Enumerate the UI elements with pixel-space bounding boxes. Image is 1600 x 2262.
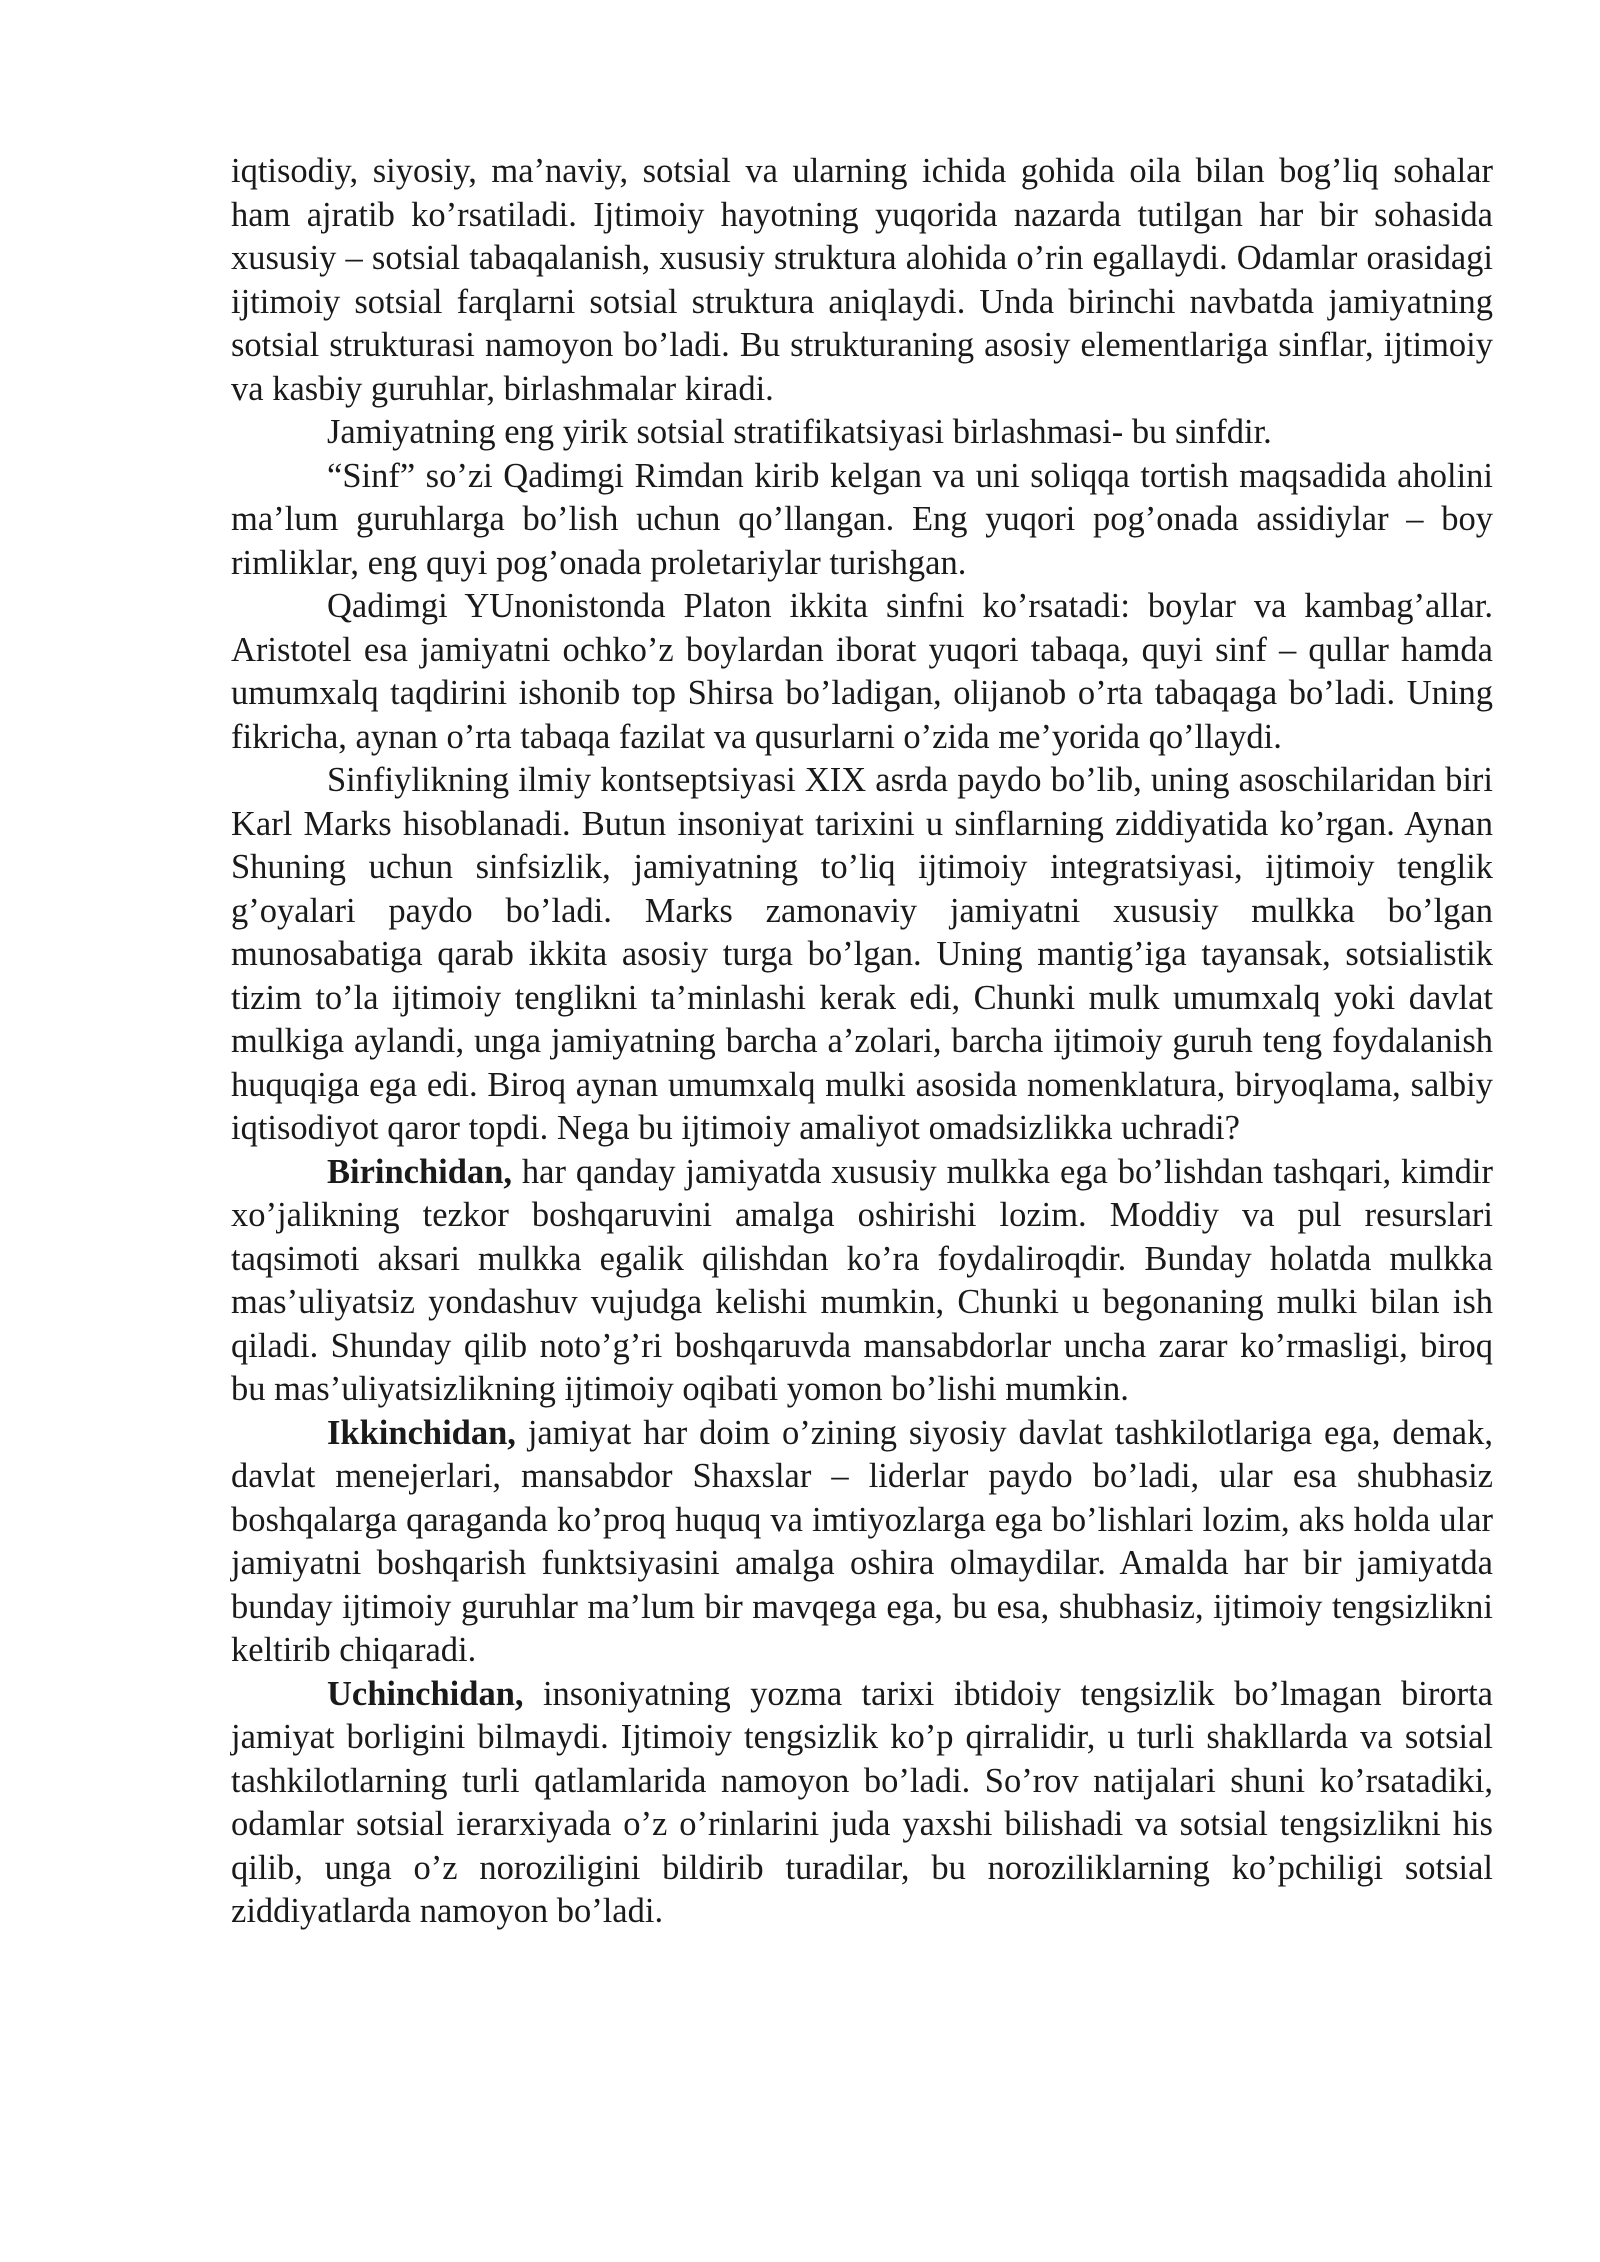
document-page [231, 150, 1493, 1934]
paragraph-second-reason [231, 1412, 1493, 1673]
paragraph-marx-concept: Sinfiylikning ilmiy kontseptsiyasi XIX asrda paydo bo’lib, uning asoschilaridan biri Karl Marks hisoblanadi. Butun insoniyat tarixini u sinflarning ziddiyatida ko’rgan. Aynan Shuning uchun sinfsizlik, jamiyatning to’liq ijtimoiy integratsiyasi, ijtimoiy tenglik g’oyalari paydo bo’ladi. Marks zamonaviy jamiyatni xususiy mulkka bo’lgan munosabatiga qarab ikkita asosiy turga bo’lgan. Uning mantig’iga tayansak, sotsialistik tizim to’la ijtimoiy tenglikni ta’minlashi kerak edi, Chunki mulk umumxalq yoki davlat mulkiga aylandi, unga jamiyatning barcha a’zolari, barcha ijtimoiy guruh teng foydalanish huquqiga ega edi. Biroq aynan umumxalq mulki asosida nomenklatura, biryoqlama, salbiy iqtisodiyot qaror topdi. Nega bu ijtimoiy amaliyot omadsizlikka uchradi? [231, 761, 1493, 1147]
paragraph-ancient-greece: Qadimgi YUnonistonda Platon ikkita sinfni ko’rsatadi: boylar va kambag’allar. Aristotel esa jamiyatni ochko’z boylardan iborat yuqori tabaqa, quyi sinf – qullar hamda umumxalq taqdirini ishonib top Shirsa bo’ladigan, olijanob o’rta tabaqaga bo’ladi. Uning fikricha, aynan o’rta tabaqa fazilat va qusurlarni o’zida me’yorida qo’llaydi. [231, 587, 1493, 756]
paragraph-lead-first: Birinchidan, [327, 1152, 513, 1191]
paragraph-third-reason [231, 1673, 1493, 1934]
paragraph-lead-second: Ikkinchidan, [327, 1413, 516, 1452]
paragraph-lead-third: Uchinchidan, [327, 1674, 524, 1713]
paragraph-sinf-origin: “Sinf” so’zi Qadimgi Rimdan kirib kelgan va uni soliqqa tortish maqsadida aholini ma’lum guruhlarga bo’lish uchun qo’llangan. Eng yuqori pog’onada assidiylar – boy rimliklar, eng quyi pog’onada proletariylar turishgan. [231, 456, 1493, 582]
paragraph-first-reason [231, 1151, 1493, 1412]
paragraph-class-definition: Jamiyatning eng yirik sotsial stratifikatsiyasi birlashmasi- bu sinfdir. [327, 413, 1272, 451]
paragraph-body-second: jamiyat har doim o’zining siyosiy davlat tashkilotlariga ega, demak, davlat menejerlari, mansabdor Shaxslar – liderlar paydo bo’ladi, ular esa shubhasiz boshqalarga qaraganda ko’proq huquq va imtiyozlarga ega bo’lishlari lozim, aks holda ular jamiyatni boshqarish funktsiyasini amalga oshira olmaydilar. Amalda har bir jamiyatda bunday ijtimoiy guruhlar ma’lum bir mavqega ega, bu esa, shubhasiz, ijtimoiy tengsizlikni keltirib chiqaradi. [231, 1413, 1493, 1669]
paragraph-intro: iqtisodiy, siyosiy, ma’naviy, sotsial va ularning ichida gohida oila bilan bog’liq sohalar ham ajratib ko’rsatiladi. Ijtimoiy hayotning yuqorida nazarda tutilgan har bir sohasida xususiy – sotsial tabaqalanish, xususiy struktura alohida o’rin egallaydi. Odamlar orasidagi ijtimoiy sotsial farqlarni sotsial struktura aniqlaydi. Unda birinchi navbatda jamiyatning sotsial strukturasi namoyon bo’ladi. Bu strukturaning asosiy elementlariga sinflar, ijtimoiy va kasbiy guruhlar, birlashmalar kiradi. [231, 152, 1493, 408]
paragraph-body-third: insoniyatning yozma tarixi ibtidoiy tengsizlik bo’lmagan birorta jamiyat borligini bilmaydi. Ijtimoiy tengsizlik ko’p qirralidir, u turli shakllarda va sotsial tashkilotlarning turli qatlamlarida namoyon bo’ladi. So’rov natijalari shuni ko’rsatadiki, odamlar sotsial ierarxiyada o’z o’rinlarini juda yaxshi bilishadi va sotsial tengsizlikni his qilib, unga o’z noroziligini bildirib turadilar, bu noroziliklarning ko’pchiligi sotsial ziddiyatlarda namoyon bo’ladi. [231, 1674, 1493, 1930]
paragraph-body-first: har qanday jamiyatda xususiy mulkka ega bo’lishdan tashqari, kimdir xo’jalikning tezkor boshqaruvini amalga oshirishi lozim. Moddiy va pul resurslari taqsimoti aksari mulkka egalik qilishdan ko’ra foydaliroqdir. Bunday holatda mulkka mas’uliyatsiz yondashuv vujudga kelishi mumkin, Chunki u begonaning mulki bilan ish qiladi. Shunday qilib noto’g’ri boshqaruvda mansabdorlar uncha zarar ko’rmasligi, biroq bu mas’uliyatsizlikning ijtimoiy oqibati yomon bo’lishi mumkin. [231, 1152, 1493, 1408]
